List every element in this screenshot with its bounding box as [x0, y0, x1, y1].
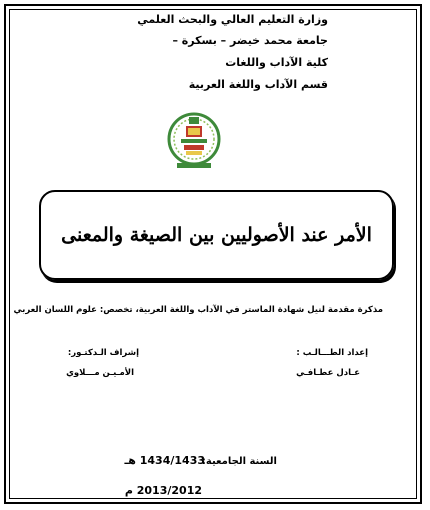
thesis-title-box	[39, 190, 394, 280]
department-name: قسم الآداب واللغة العربية	[188, 78, 328, 91]
faculty-name: كلية الآداب واللغات	[225, 56, 328, 69]
ministry-name: وزارة التعليم العالي والبحث العلمي	[137, 13, 328, 26]
student-name: عـادل عطـافـي	[296, 368, 360, 378]
supervisor-label: إشراف الـدكتـور:	[67, 348, 139, 358]
thesis-title: الأمر عند الأصوليين بين الصيغة والمعنى	[61, 224, 372, 246]
university-name: جامعة محمد خيضر – بسكرة –	[172, 34, 328, 47]
academic-year-label: السنة الجامعية:	[201, 456, 277, 467]
thesis-note: مذكرة مقدمة لنيل شهادة الماستر في الآداب واللغة العربية، تخصص: علوم اللسان العربي	[13, 305, 383, 315]
academic-year-hijri: 1434/1433 هـ	[124, 454, 205, 467]
university-logo-icon	[167, 112, 221, 170]
supervisor-name: الأمـيـن مـــلاوي	[66, 368, 134, 378]
student-label: إعداد الطـــالـب :	[296, 348, 368, 358]
academic-year-gregorian: 2013/2012 م	[124, 484, 202, 497]
